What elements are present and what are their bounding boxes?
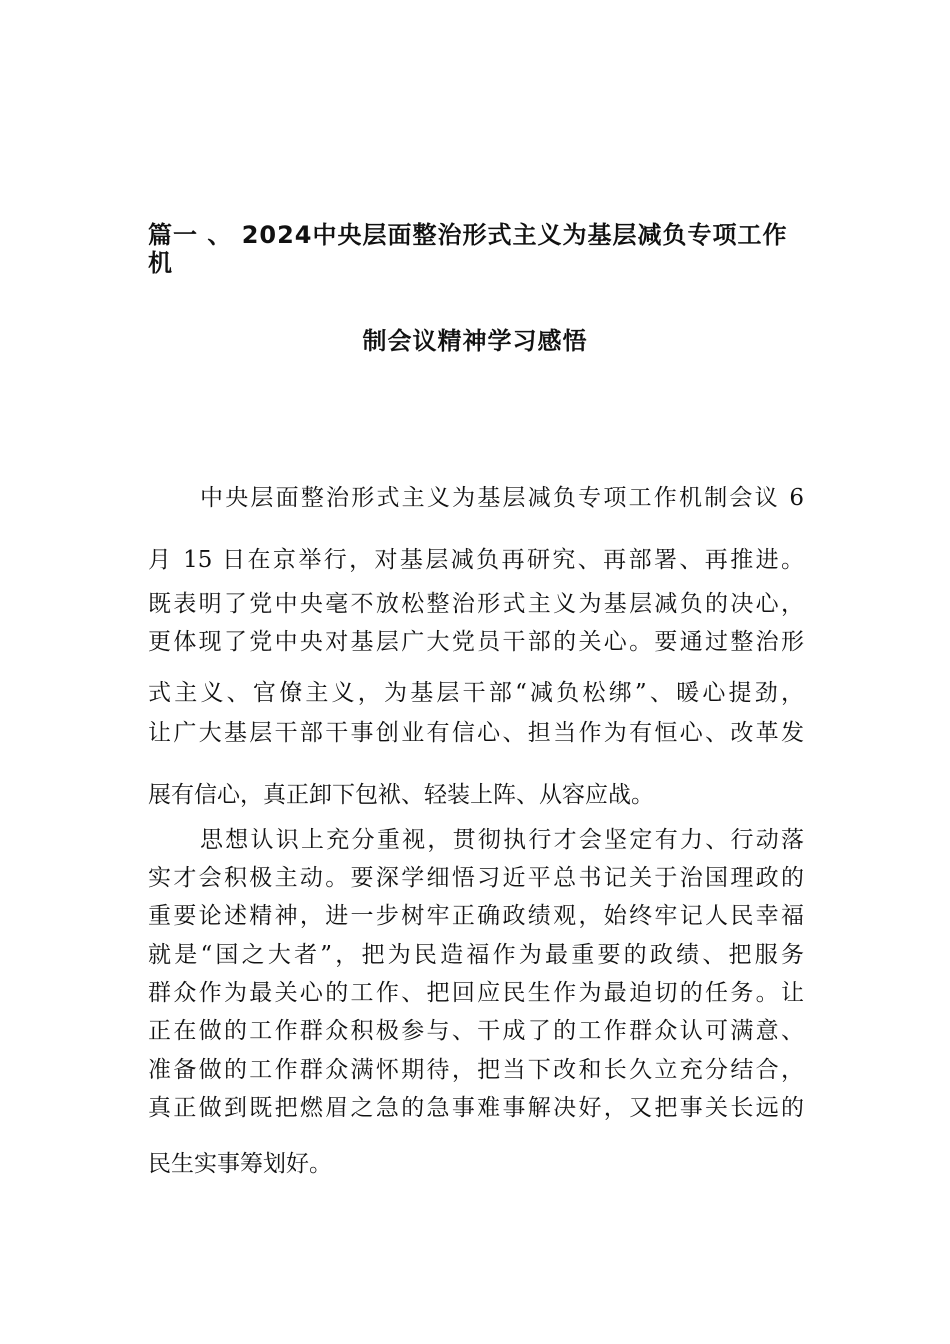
paragraph-2-line-8: 真正做到既把燃眉之急的急事难事解决好，又把事关长远的 [148, 1095, 804, 1121]
paragraph-1-line-3: 既表明了党中央毫不放松整治形式主义为基层减负的决心， [148, 591, 804, 617]
document-title-line-1: 篇一 、 2024中央层面整治形式主义为基层减负专项工作 [148, 221, 788, 249]
paragraph-1-line-4: 更体现了党中央对基层广大党员干部的关心。要通过整治形 [148, 629, 804, 655]
paragraph-2-line-3: 重要论述精神，进一步树牢正确政绩观，始终牢记人民幸福 [148, 903, 804, 929]
paragraph-1-line-1: 中央层面整治形式主义为基层减负专项工作机制会议 6 [200, 485, 804, 511]
paragraph-2-line-5: 群众作为最关心的工作、把回应民生作为最迫切的任务。让 [148, 980, 804, 1006]
paragraph-2-line-2: 实才会积极主动。要深学细悟习近平总书记关于治国理政的 [148, 865, 804, 891]
paragraph-1-line-7: 展有信心，真正卸下包袱、轻装上阵、从容应战。 [148, 782, 654, 808]
document-subtitle: 制会议精神学习感悟 [362, 327, 588, 355]
document-title-line-2: 机 [148, 249, 173, 277]
paragraph-1-line-6: 让广大基层干部干事创业有信心、担当作为有恒心、改革发 [148, 720, 804, 746]
paragraph-2-line-4: 就是“国之大者”，把为民造福作为最重要的政绩、把服务 [148, 942, 804, 968]
paragraph-2-line-1: 思想认识上充分重视，贯彻执行才会坚定有力、行动落 [200, 827, 804, 853]
paragraph-2-line-7: 准备做的工作群众满怀期待，把当下改和长久立充分结合， [148, 1057, 804, 1083]
paragraph-1-line-5: 式主义、官僚主义，为基层干部“减负松绑”、暖心提劲， [148, 680, 804, 706]
paragraph-2-line-6: 正在做的工作群众积极参与、干成了的工作群众认可满意、 [148, 1018, 804, 1044]
paragraph-2-line-9: 民生实事筹划好。 [148, 1151, 332, 1177]
paragraph-1-line-2: 月 15 日在京举行，对基层减负再研究、再部署、再推进。 [148, 547, 804, 573]
